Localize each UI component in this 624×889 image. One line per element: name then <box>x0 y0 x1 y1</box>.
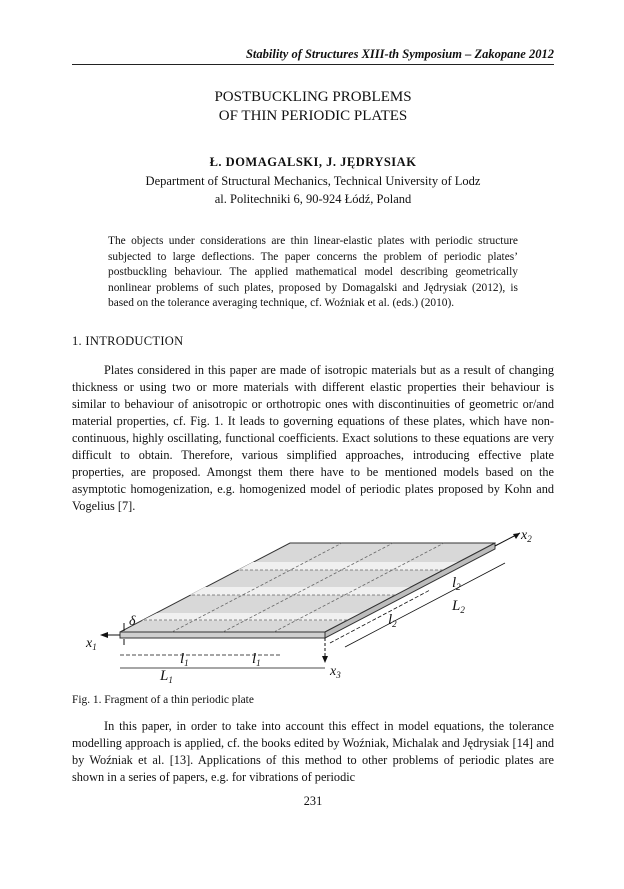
figure-caption: Fig. 1. Fragment of a thin periodic plate <box>72 694 254 706</box>
affiliation <box>72 172 554 208</box>
L1-label: $L_1$ <box>160 668 173 685</box>
paper-title <box>72 88 554 126</box>
l1-label-b: $l_1$ <box>252 651 261 668</box>
affiliation-line-2: al. Politechniki 6, 90-924 Łódź, Poland <box>214 192 412 206</box>
L2-label: $L_2$ <box>452 598 465 615</box>
plate-figure <box>80 525 550 695</box>
running-header: Stability of Structures XIII-th Symposium – Zakopane 2012 <box>245 47 554 61</box>
x3-axis-arrow <box>322 656 328 663</box>
authors: Ł. DOMAGALSKI, J. JĘDRYSIAK <box>209 155 417 169</box>
section-heading: 1. INTRODUCTION <box>72 334 184 348</box>
plate-light-band-3 <box>238 562 458 570</box>
body-paragraph-2: In this paper, in order to take into account this effect in model equations, the tolerance modelling approach is applied, cf. the books edited by Woźniak, Michalak and Jędrysiak [14] and by Woźniak et al. [13]. Applications of this method to other problems of periodic plates are shown in a series of papers, e.g. for vibrations of periodic <box>72 719 554 784</box>
l2-label-a: $l_2$ <box>452 575 461 592</box>
x1-axis-arrow <box>100 632 108 638</box>
x3-label: $x_3$ <box>330 664 341 680</box>
delta-label: δ <box>129 614 136 629</box>
abstract: The objects under considerations are thin linear-elastic plates with periodic structure subjected to large deflections. The paper concerns the problem of periodic plates’ postbuckling behaviour. The applied mathematical model describing geometrically nonlinear problems of such plates, proposed by Domagalski and Jędrysiak (2012), is based on the tolerance averaging technique, cf. Woźniak et al. (eds.) (2010). <box>108 235 518 310</box>
page-number: 231 <box>303 794 323 808</box>
x1-label: $x_1$ <box>86 636 97 652</box>
l1-label-a: $l_1$ <box>180 651 189 668</box>
x2-label: $x_2$ <box>521 528 532 544</box>
body-paragraph-1: Plates considered in this paper are made of isotropic materials but as a result of changing thickness or using two or more materials with different elastic properties their behaviour is similar to behaviour of anisotropic or orthotropic ones with discontinuities of geometric or/and material properties, cf. Fig. 1. It leads to governing equations of these plates, which have non-continuous, highly oscillating, functional coefficients. Exact solutions to these equations are very difficult to obtain. Therefore, various simplified approaches, introducing effective plate properties, are proposed. Amongst them there have to be mentioned models based on the asymptotic homogenization, e.g. homogenized model of periodic plates proposed by Kohn and Vogelius [7]. <box>72 363 554 513</box>
affiliation-line-1: Department of Structural Mechanics, Technical University of Lodz <box>145 174 481 188</box>
plate-front-edge <box>120 632 325 638</box>
l2-label-b: $l_2$ <box>388 612 397 629</box>
title-line-2: OF THIN PERIODIC PLATES <box>218 108 408 124</box>
title-line-1: POSTBUCKLING PROBLEMS <box>214 89 412 105</box>
header-rule <box>72 64 554 65</box>
